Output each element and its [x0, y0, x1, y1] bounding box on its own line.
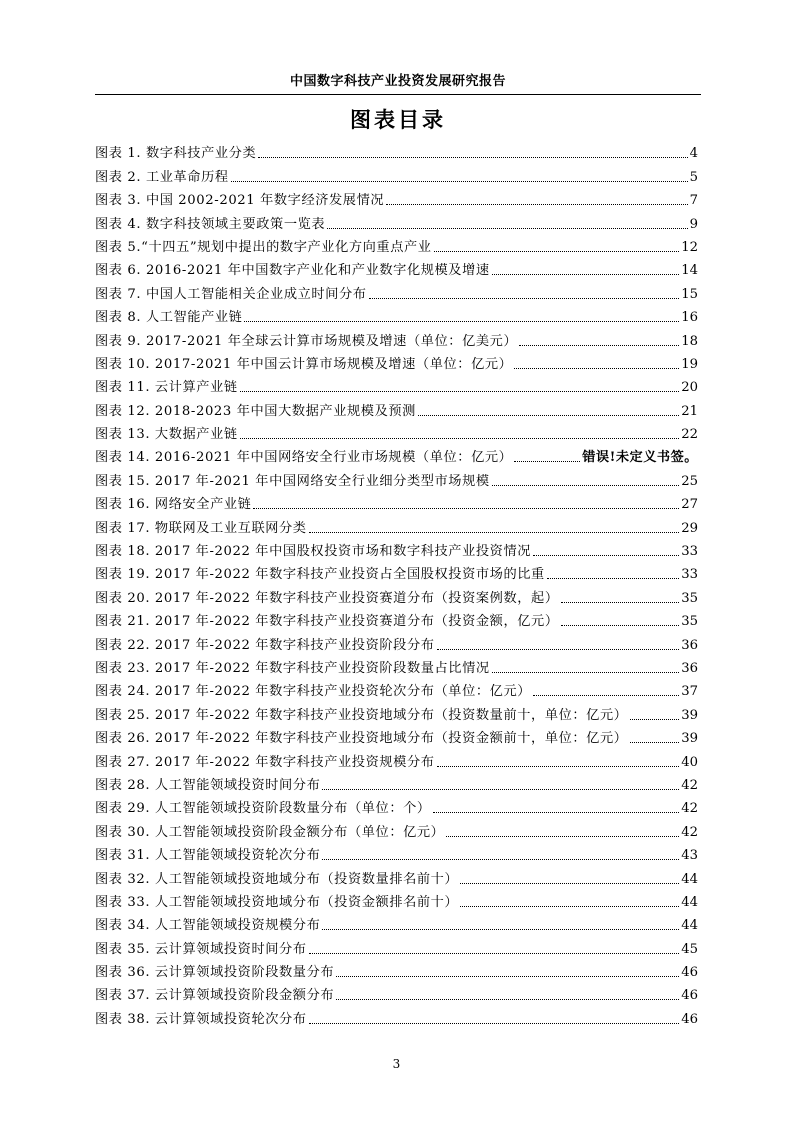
- toc-entry-page: 22: [681, 427, 698, 443]
- toc-entry-page: 4: [689, 146, 698, 162]
- toc-entry[interactable]: [95, 982, 698, 1005]
- toc-entry-page: 46: [681, 988, 698, 1004]
- toc-entry-label[interactable]: 图表 35. 云计算领域投资时间分布: [95, 941, 307, 957]
- toc-entry-page: 9: [689, 216, 698, 232]
- toc-entry-label[interactable]: 图表 16. 网络安全产业链: [95, 497, 252, 513]
- toc-entry-page: 18: [681, 333, 698, 349]
- toc-entry[interactable]: [95, 795, 698, 818]
- toc-dot-leader: [460, 883, 679, 884]
- toc-entry[interactable]: [95, 772, 698, 795]
- toc-dot-leader: [514, 461, 580, 462]
- toc-entry-page: 16: [681, 310, 698, 326]
- toc-entry[interactable]: [95, 351, 698, 374]
- toc-entry-page: 35: [681, 590, 698, 606]
- running-header: 中国数字科技产业投资发展研究报告: [289, 74, 506, 89]
- toc-entry[interactable]: [95, 397, 698, 420]
- toc-entry-page: 35: [681, 614, 698, 630]
- toc-entry[interactable]: [95, 935, 698, 958]
- toc-entry-page: 42: [681, 777, 698, 793]
- toc-entry-label[interactable]: 图表 5.“十四五”规划中提出的数字产业化方向重点产业: [95, 239, 432, 255]
- toc-entry-page: 40: [681, 754, 698, 770]
- toc-entry-page: 12: [681, 239, 698, 255]
- toc-entry[interactable]: [95, 234, 698, 257]
- toc-entry[interactable]: [95, 561, 698, 584]
- toc-dot-leader: [630, 742, 680, 743]
- toc-entry-page: 15: [681, 286, 698, 302]
- toc-entry-page: 36: [681, 637, 698, 653]
- toc-entry-label[interactable]: 图表 10. 2017-2021 年中国云计算市场规模及增速（单位：亿元）: [95, 356, 513, 372]
- toc-dot-leader: [309, 953, 680, 954]
- page-number: 3: [392, 1057, 401, 1071]
- toc-entry-label[interactable]: 图表 21. 2017 年-2022 年数字科技产业投资赛道分布（投资金额，亿元）: [95, 614, 559, 630]
- toc-entry[interactable]: [95, 491, 698, 514]
- toc-entry-label[interactable]: 图表 2. 工业革命历程: [95, 169, 229, 185]
- toc-entry[interactable]: [95, 444, 698, 467]
- toc-entry[interactable]: [95, 467, 698, 490]
- toc-entry-label[interactable]: 图表 38. 云计算领域投资轮次分布: [95, 1011, 307, 1027]
- toc-entry-page: 46: [681, 1011, 698, 1027]
- toc-entry-page: 44: [681, 871, 698, 887]
- toc-entry[interactable]: [95, 514, 698, 537]
- toc-entry[interactable]: [95, 818, 698, 841]
- toc-dot-leader: [322, 929, 679, 930]
- toc-entry-page: 7: [689, 193, 698, 209]
- toc-entry-label[interactable]: 图表 4. 数字科技领域主要政策一览表: [95, 216, 326, 232]
- toc-entry[interactable]: [95, 584, 698, 607]
- toc-dot-leader: [309, 532, 680, 533]
- toc-dot-leader: [231, 181, 688, 182]
- toc-entry-page: 43: [681, 848, 698, 864]
- toc-entry[interactable]: [95, 608, 698, 631]
- toc-dot-leader: [322, 859, 679, 860]
- toc-dot-leader: [240, 391, 680, 392]
- toc-dot-leader: [309, 1023, 680, 1024]
- toc-dot-leader: [418, 415, 679, 416]
- header-rule: [95, 94, 701, 95]
- toc-entry-label[interactable]: 图表 6. 2016-2021 年中国数字产业化和产业数字化规模及增速: [95, 263, 490, 279]
- toc-entry-page: 21: [681, 403, 698, 419]
- toc-entry[interactable]: [95, 327, 698, 350]
- toc-title: 图表目录: [350, 107, 446, 132]
- toc-entry[interactable]: [95, 280, 698, 303]
- toc-dot-leader: [514, 368, 679, 369]
- toc-entry-page: 29: [681, 520, 698, 536]
- toc-dot-leader: [336, 976, 679, 977]
- toc-entry-page: 42: [681, 801, 698, 817]
- toc-dot-leader: [533, 555, 679, 556]
- toc-entry-page: 45: [681, 941, 698, 957]
- toc-dot-leader: [433, 812, 680, 813]
- toc-dot-leader: [533, 695, 679, 696]
- toc-entry[interactable]: [95, 748, 698, 771]
- toc-entry-label[interactable]: 图表 18. 2017 年-2022 年中国股权投资市场和数字科技产业投资情况: [95, 544, 532, 560]
- toc-entry-label[interactable]: 图表 17. 物联网及工业互联网分类: [95, 520, 307, 536]
- toc-entry[interactable]: [95, 701, 698, 724]
- toc-entry-label[interactable]: 图表 3. 中国 2002-2021 年数字经济发展情况: [95, 193, 385, 209]
- toc-entry-page: 44: [681, 894, 698, 910]
- toc-entry-label[interactable]: 图表 32. 人工智能领域投资地域分布（投资数量排名前十）: [95, 871, 459, 887]
- toc-entry-label[interactable]: 图表 27. 2017 年-2022 年数字科技产业投资规模分布: [95, 754, 435, 770]
- toc-entry-page: 39: [681, 707, 698, 723]
- toc-entry-page: 37: [681, 684, 698, 700]
- toc-entry[interactable]: [95, 187, 698, 210]
- toc-entry-label[interactable]: 图表 31. 人工智能领域投资轮次分布: [95, 848, 321, 864]
- toc-entry-page: 14: [681, 263, 698, 279]
- toc-entry-page: 46: [681, 965, 698, 981]
- toc-entry-page: 33: [681, 544, 698, 560]
- toc-entry-label[interactable]: 图表 28. 人工智能领域投资时间分布: [95, 777, 321, 793]
- toc-entry[interactable]: [95, 304, 698, 327]
- toc-entry-label[interactable]: 图表 15. 2017 年-2021 年中国网络安全行业细分类型市场规模: [95, 473, 490, 489]
- toc-entry-page: 44: [681, 918, 698, 934]
- toc-dot-leader: [258, 157, 687, 158]
- toc-entry-label[interactable]: 图表 8. 人工智能产业链: [95, 310, 243, 326]
- toc-dot-leader: [434, 251, 680, 252]
- toc-entry[interactable]: [95, 163, 698, 186]
- toc-entry-label[interactable]: 图表 25. 2017 年-2022 年数字科技产业投资地域分布（投资数量前十，单位：亿元）: [95, 707, 628, 723]
- toc-dot-leader: [244, 321, 679, 322]
- toc-entry[interactable]: [95, 210, 698, 233]
- toc-entry-label[interactable]: 图表 20. 2017 年-2022 年数字科技产业投资赛道分布（投资案例数，起）: [95, 590, 559, 606]
- toc-entry-page: 42: [681, 824, 698, 840]
- toc-entry-label[interactable]: 图表 14. 2016-2021 年中国网络安全行业市场规模（单位：亿元）: [95, 450, 513, 466]
- toc-entry-label[interactable]: 图表 30. 人工智能领域投资阶段金额分布（单位：亿元）: [95, 824, 445, 840]
- toc-dot-leader: [322, 789, 679, 790]
- toc-entry-label[interactable]: 图表 33. 人工智能领域投资地域分布（投资金额排名前十）: [95, 894, 459, 910]
- toc-entry-label[interactable]: 图表 29. 人工智能领域投资阶段数量分布（单位：个）: [95, 801, 431, 817]
- toc-entry[interactable]: [95, 655, 698, 678]
- toc-entry[interactable]: [95, 842, 698, 865]
- toc-entry-page: 20: [681, 380, 698, 396]
- toc-entry-page: 36: [681, 660, 698, 676]
- toc-dot-leader: [492, 672, 680, 673]
- toc-entry[interactable]: [95, 257, 698, 280]
- toc-entry-label[interactable]: 图表 37. 云计算领域投资阶段金额分布: [95, 988, 335, 1004]
- toc-entry-label[interactable]: 图表 7. 中国人工智能相关企业成立时间分布: [95, 286, 367, 302]
- toc-entry-label[interactable]: 图表 34. 人工智能领域投资规模分布: [95, 918, 321, 934]
- toc-entry-page: 27: [681, 497, 698, 513]
- toc-entry[interactable]: [95, 421, 698, 444]
- toc-entry-label[interactable]: 图表 22. 2017 年-2022 年数字科技产业投资阶段分布: [95, 637, 435, 653]
- toc-dot-leader: [547, 578, 679, 579]
- toc-dot-leader: [519, 345, 679, 346]
- toc-entry[interactable]: [95, 725, 698, 748]
- toc-entry[interactable]: [95, 889, 698, 912]
- toc-dot-leader: [460, 906, 679, 907]
- toc-entry-page: 5: [689, 169, 698, 185]
- toc-dot-leader: [369, 298, 680, 299]
- toc-entry[interactable]: [95, 631, 698, 654]
- toc-entry-page: 19: [681, 356, 698, 372]
- toc-dot-leader: [446, 836, 679, 837]
- toc-entry[interactable]: [95, 959, 698, 982]
- toc-entry-label[interactable]: 图表 24. 2017 年-2022 年数字科技产业投资轮次分布（单位：亿元）: [95, 684, 532, 700]
- toc-entry-error-text: 错误!未定义书签。: [582, 450, 698, 466]
- toc-entry[interactable]: [95, 1005, 698, 1028]
- toc-dot-leader: [240, 438, 680, 439]
- toc-entry[interactable]: [95, 374, 698, 397]
- toc-entry-label[interactable]: 图表 13. 大数据产业链: [95, 427, 238, 443]
- toc-dot-leader: [336, 999, 679, 1000]
- toc-dot-leader: [437, 766, 680, 767]
- toc-entry[interactable]: [95, 865, 698, 888]
- toc-entry-label[interactable]: 图表 12. 2018-2023 年中国大数据产业规模及预测: [95, 403, 416, 419]
- toc-entry-label[interactable]: 图表 26. 2017 年-2022 年数字科技产业投资地域分布（投资金额前十，单位：亿元）: [95, 731, 628, 747]
- toc-entry[interactable]: [95, 678, 698, 701]
- toc-entry-label[interactable]: 图表 9. 2017-2021 年全球云计算市场规模及增速（单位：亿美元）: [95, 333, 518, 349]
- toc-list: [95, 140, 698, 1029]
- toc-entry-label[interactable]: 图表 36. 云计算领域投资阶段数量分布: [95, 965, 335, 981]
- toc-dot-leader: [492, 485, 680, 486]
- toc-dot-leader: [253, 508, 679, 509]
- toc-entry[interactable]: [95, 912, 698, 935]
- toc-dot-leader: [561, 625, 680, 626]
- toc-entry-label[interactable]: 图表 11. 云计算产业链: [95, 380, 238, 396]
- toc-dot-leader: [437, 649, 680, 650]
- toc-entry-page: 39: [681, 731, 698, 747]
- toc-dot-leader: [492, 274, 680, 275]
- toc-entry-label[interactable]: 图表 19. 2017 年-2022 年数字科技产业投资占全国股权投资市场的比重: [95, 567, 545, 583]
- toc-dot-leader: [561, 602, 680, 603]
- toc-entry[interactable]: [95, 538, 698, 561]
- toc-dot-leader: [630, 719, 680, 720]
- toc-dot-leader: [327, 228, 687, 229]
- toc-dot-leader: [386, 204, 687, 205]
- toc-entry-page: 33: [681, 567, 698, 583]
- toc-entry-label[interactable]: 图表 1. 数字科技产业分类: [95, 146, 257, 162]
- toc-entry-label[interactable]: 图表 23. 2017 年-2022 年数字科技产业投资阶段数量占比情况: [95, 660, 490, 676]
- toc-entry-page: 25: [681, 473, 698, 489]
- toc-entry[interactable]: [95, 140, 698, 163]
